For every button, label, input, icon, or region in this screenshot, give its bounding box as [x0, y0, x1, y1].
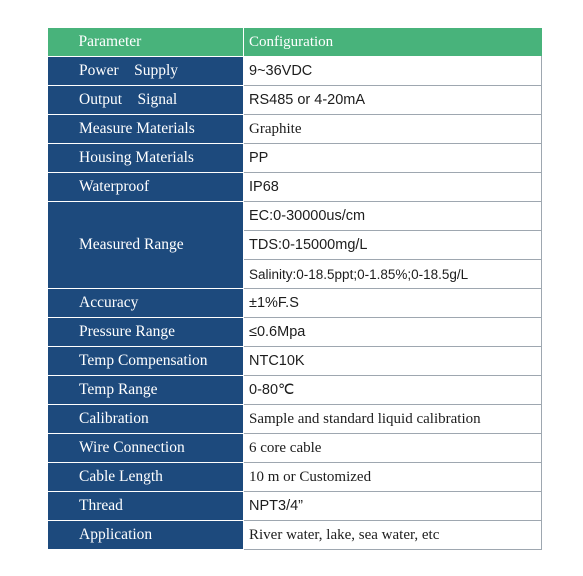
table-row — [48, 57, 542, 86]
pressure-range-value: ≤0.6Mpa — [244, 318, 542, 347]
spec-table — [47, 28, 542, 550]
table-header-row — [48, 28, 542, 57]
waterproof-label: Waterproof — [48, 173, 244, 202]
temp-range-value: 0-80℃ — [244, 376, 542, 405]
wire-connection-label: Wire Connection — [48, 434, 244, 463]
header-configuration: Configuration — [244, 28, 542, 57]
table-row — [48, 347, 542, 376]
application-value: River water, lake, sea water, etc — [244, 521, 542, 550]
calibration-value: Sample and standard liquid calibration — [244, 405, 542, 434]
measure-materials-label: Measure Materials — [48, 115, 244, 144]
table-row — [48, 521, 542, 550]
table-row — [48, 173, 542, 202]
cable-length-label: Cable Length — [48, 463, 244, 492]
waterproof-value: IP68 — [244, 173, 542, 202]
accuracy-value: ±1%F.S — [244, 289, 542, 318]
accuracy-label: Accuracy — [48, 289, 244, 318]
power-supply-value: 9~36VDC — [244, 57, 542, 86]
measured-range-salinity: Salinity:0-18.5ppt;0-1.85%;0-18.5g/L — [244, 260, 542, 289]
thread-label: Thread — [48, 492, 244, 521]
temp-compensation-value: NTC10K — [244, 347, 542, 376]
table-row — [48, 376, 542, 405]
table-row — [48, 86, 542, 115]
application-label: Application — [48, 521, 244, 550]
measured-range-ec: EC:0-30000us/cm — [244, 202, 542, 231]
table-row — [48, 434, 542, 463]
table-row — [48, 289, 542, 318]
temp-range-label: Temp Range — [48, 376, 244, 405]
table-row — [48, 405, 542, 434]
table-row — [48, 318, 542, 347]
measured-range-label: Measured Range — [48, 202, 244, 289]
measured-range-tds: TDS:0-15000mg/L — [244, 231, 542, 260]
cable-length-value: 10 m or Customized — [244, 463, 542, 492]
calibration-label: Calibration — [48, 405, 244, 434]
measure-materials-value: Graphite — [244, 115, 542, 144]
housing-materials-value: PP — [244, 144, 542, 173]
output-signal-value: RS485 or 4-20mA — [244, 86, 542, 115]
table-row — [48, 202, 542, 231]
table-row — [48, 492, 542, 521]
power-supply-label: Power Supply — [48, 57, 244, 86]
table-row — [48, 144, 542, 173]
housing-materials-label: Housing Materials — [48, 144, 244, 173]
output-signal-label: Output Signal — [48, 86, 244, 115]
table-row — [48, 463, 542, 492]
header-parameter: Parameter — [48, 28, 244, 57]
table-row — [48, 115, 542, 144]
pressure-range-label: Pressure Range — [48, 318, 244, 347]
temp-compensation-label: Temp Compensation — [48, 347, 244, 376]
thread-value: NPT3/4” — [244, 492, 542, 521]
wire-connection-value: 6 core cable — [244, 434, 542, 463]
